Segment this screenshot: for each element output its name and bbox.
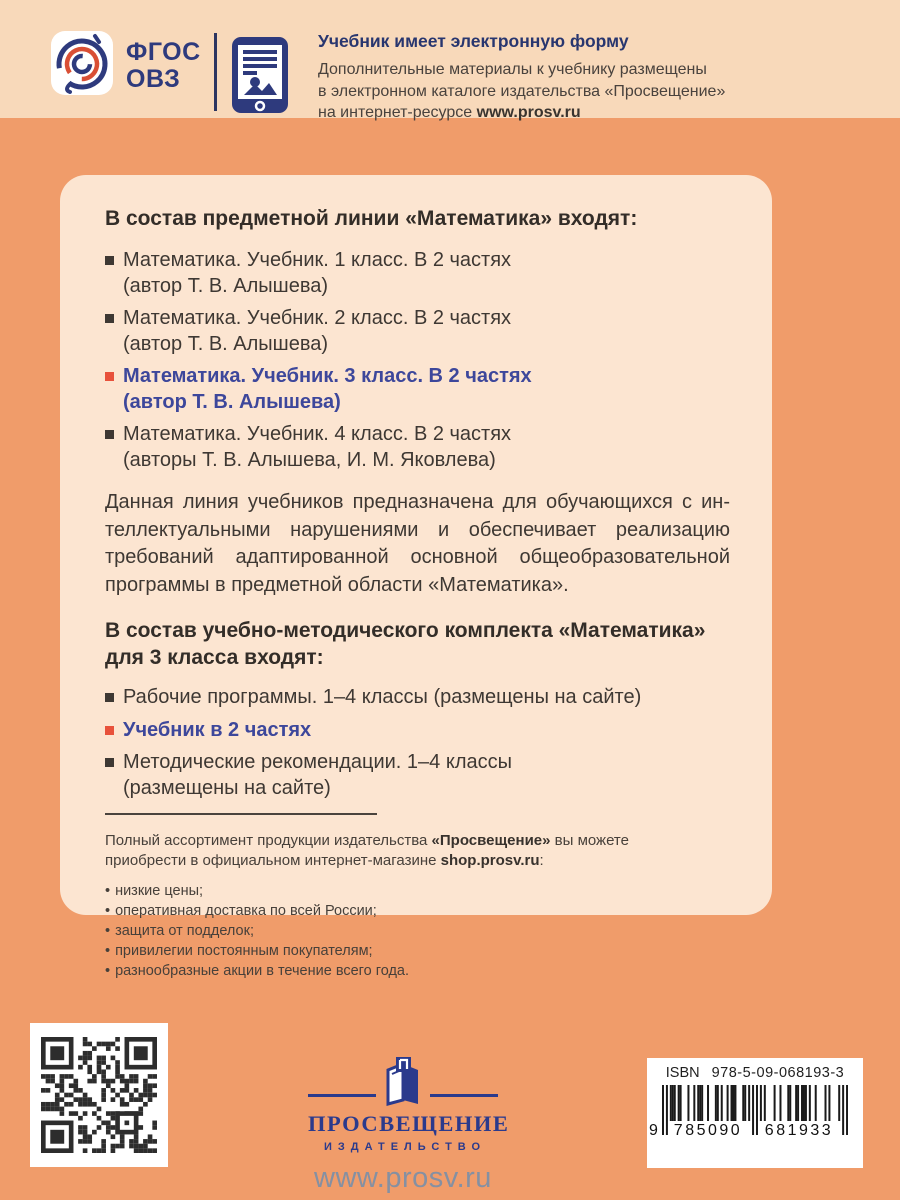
- book-list-item-highlighted: Математика. Учебник. 3 класс. В 2 частях (автор Т. В. Алышева): [105, 364, 730, 415]
- barcode-digits: 9 785090 681933: [649, 1122, 834, 1139]
- shop-benefit-item: • защита от подделок;: [105, 923, 254, 939]
- qr-code: [30, 1023, 168, 1167]
- kit-list-item: Рабочие программы. 1–4 классы (размещены на сайте): [105, 685, 730, 711]
- kit-heading: В состав учебно-методического комплекта «Математика» для 3 класса входят:: [105, 619, 706, 669]
- shop-note: Полный ассортимент продукции издательства «Просвещение» вы можете приобрести в официальном интернет-магазине shop.prosv.ru:: [105, 832, 629, 869]
- square-bullet-icon: [105, 256, 114, 265]
- description-paragraph: Данная линия учебников предназначена для обучающихся с ин- теллектуальными нарушениями и обеспечивает реализацию требований адаптированной основной общеобразовательной программы в предметной области «Математика».: [105, 491, 730, 596]
- publisher-site-url: www.prosv.ru: [476, 104, 581, 121]
- isbn-label: ISBN: [665, 1065, 700, 1081]
- series-list: [105, 248, 730, 473]
- logo-right-rule: [430, 1094, 498, 1097]
- header-note-line: на интернет-ресурсе www.prosv.ru: [318, 104, 581, 121]
- publisher-name: ПРОСВЕЩЕНИЕ: [308, 1111, 510, 1136]
- square-bullet-icon: [105, 758, 114, 767]
- square-bullet-icon: [105, 726, 114, 735]
- header-note: [318, 31, 725, 124]
- publisher-url: www.prosv.ru: [314, 1162, 492, 1194]
- header-note-line: Дополнительные материалы к учебнику размещены: [318, 61, 707, 78]
- info-panel: [60, 175, 772, 979]
- square-bullet-icon: [105, 430, 114, 439]
- header-divider: [214, 33, 217, 111]
- book-list-item: Математика. Учебник. 2 класс. В 2 частях (автор Т. В. Алышева): [105, 306, 730, 357]
- fgos-ovz-label: ФГОС ОВЗ: [126, 37, 201, 93]
- shop-benefit-item: • оперативная доставка по всей России;: [105, 903, 377, 919]
- publisher-logo: [308, 1056, 510, 1195]
- header-note-line: в электронном каталоге издательства «Просвещение»: [318, 82, 726, 100]
- ereader-icon: [231, 36, 289, 119]
- isbn-barcode: [647, 1058, 863, 1168]
- shop-benefit-item: • низкие цены;: [105, 883, 204, 899]
- shop-benefit-item: • разнообразные акции в течение всего года.: [105, 963, 410, 979]
- publisher-subtitle: ИЗДАТЕЛЬСТВО: [323, 1141, 487, 1153]
- kit-list-item-highlighted: Учебник в 2 частях: [105, 718, 730, 744]
- shop-benefits-list: [105, 881, 730, 981]
- kit-list-item: Методические рекомендации. 1–4 классы (размещены на сайте): [105, 750, 730, 801]
- isbn-number: 978-5-09-068193-3: [711, 1065, 845, 1081]
- header-band: [0, 0, 900, 121]
- square-bullet-icon: [105, 693, 114, 702]
- logo-left-rule: [308, 1094, 376, 1097]
- header-note-title: Учебник имеет электронную форму: [318, 31, 629, 51]
- fgos-ovz-logo: [50, 28, 201, 103]
- square-bullet-icon: [105, 314, 114, 323]
- publisher-book-icon: [382, 1056, 424, 1106]
- square-bullet-icon: [105, 372, 114, 381]
- book-list-item: Математика. Учебник. 1 класс. В 2 частях (автор Т. В. Алышева): [105, 248, 730, 299]
- book-list-item: Математика. Учебник. 4 класс. В 2 частях (авторы Т. В. Алышева, И. М. Яковлева): [105, 422, 730, 473]
- series-heading: В состав предметной линии «Математика» входят:: [105, 207, 638, 230]
- shop-benefit-item: • привилегии постоянным покупателям;: [105, 943, 373, 959]
- shop-url: shop.prosv.ru: [440, 852, 540, 869]
- fgos-emblem-icon: [50, 28, 116, 103]
- kit-list: [105, 685, 730, 801]
- shop-divider: [105, 813, 377, 815]
